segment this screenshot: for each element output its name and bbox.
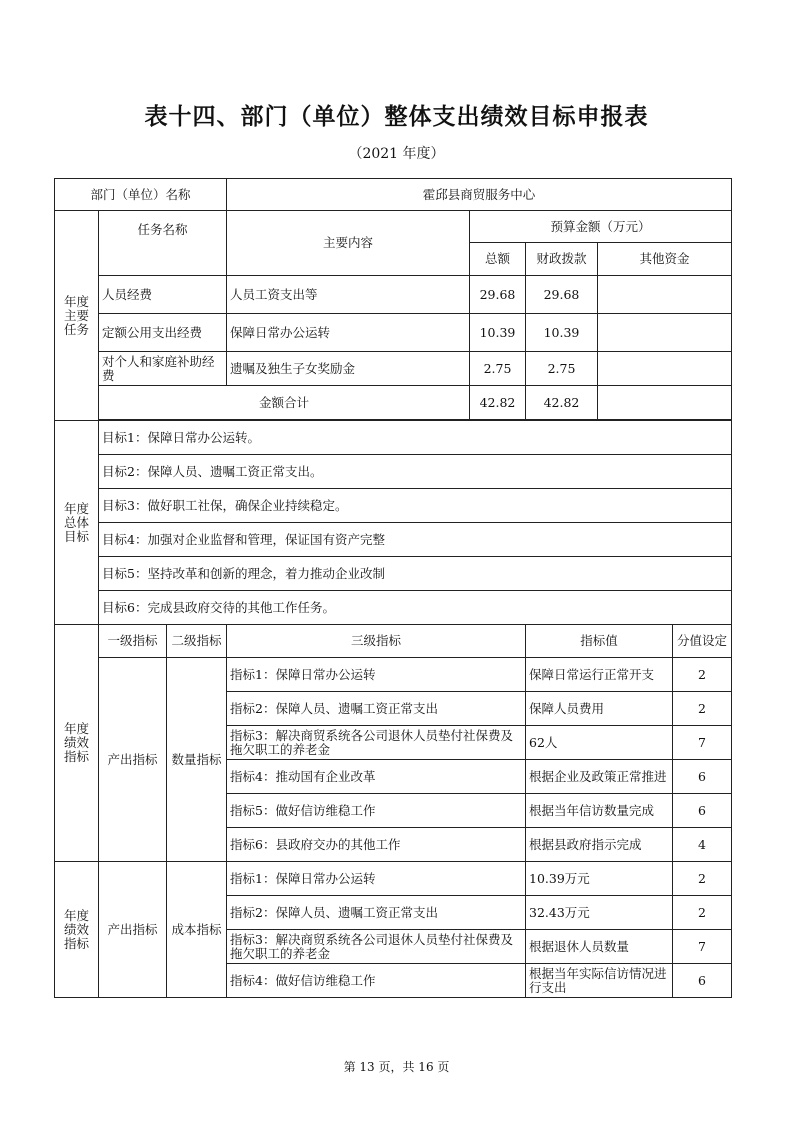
- indicator-value: 根据县政府指示完成: [526, 828, 673, 862]
- task-other: [598, 352, 732, 386]
- task-content: 遗嘱及独生子女奖励金: [227, 352, 470, 386]
- indicator-score: 6: [673, 794, 732, 828]
- indicator-cell: 指标1：保障日常办公运转: [227, 862, 526, 896]
- indicator-cell: 指标1：保障日常办公运转: [227, 658, 526, 692]
- table-row: [55, 523, 732, 557]
- indicator-cell: 指标6：县政府交办的其他工作: [227, 828, 526, 862]
- fiscal-header: 财政拨款: [526, 243, 598, 276]
- table-row: [55, 557, 732, 591]
- other-funds-header: 其他资金: [598, 243, 732, 276]
- goal-item: 目标1：保障日常办公运转。: [99, 421, 732, 455]
- table-row: [55, 591, 732, 625]
- task-other: [598, 276, 732, 314]
- indicator-cell: 指标4：做好信访维稳工作: [227, 964, 526, 998]
- indicator-value: 32.43万元: [526, 896, 673, 930]
- indicator-score: 2: [673, 658, 732, 692]
- indicator-cell: 指标5：做好信访维稳工作: [227, 794, 526, 828]
- indicator-value: 根据当年实际信访情况进行支出: [526, 964, 673, 998]
- indicator-score: 7: [673, 726, 732, 760]
- page-title: 表十四、部门（单位）整体支出绩效目标申报表: [144, 103, 649, 130]
- indicator-value: 62人: [526, 726, 673, 760]
- indicator-score: 6: [673, 760, 732, 794]
- indicator-value: 根据当年信访数量完成: [526, 794, 673, 828]
- indicator-score: 2: [673, 692, 732, 726]
- table-row: [55, 421, 732, 455]
- indicator-cell: 指标2：保障人员、遗嘱工资正常支出: [227, 896, 526, 930]
- indicator-cell: 指标2：保障人员、遗嘱工资正常支出: [227, 692, 526, 726]
- task-fiscal: 10.39: [526, 314, 598, 352]
- table-row: [55, 862, 732, 896]
- goal-item: 目标4：加强对企业监督和管理，保证国有资产完整: [99, 523, 732, 557]
- indicator-cell: 指标4：推动国有企业改革: [227, 760, 526, 794]
- indicator-score: 4: [673, 828, 732, 862]
- table-row: [55, 489, 732, 523]
- tasks-section-label: 年度主要任务: [55, 211, 99, 421]
- indicator-value-header: 指标值: [526, 625, 673, 658]
- task-content: 人员工资支出等: [227, 276, 470, 314]
- dept-value: 霍邱县商贸服务中心: [227, 179, 732, 211]
- task-name: 人员经费: [99, 276, 227, 314]
- level1-cell: 产出指标: [99, 862, 167, 998]
- goal-item: 目标2：保障人员、遗嘱工资正常支出。: [99, 455, 732, 489]
- sum-total: 42.82: [470, 386, 526, 420]
- table-row: [55, 658, 732, 692]
- page-subtitle: （2021 年度）: [348, 146, 445, 162]
- sum-fiscal: 42.82: [526, 386, 598, 420]
- table-row: [55, 455, 732, 489]
- task-content: 保障日常办公运转: [227, 314, 470, 352]
- table-row: [55, 352, 732, 386]
- task-fiscal: 2.75: [526, 352, 598, 386]
- performance-table: [54, 178, 732, 998]
- task-name: 对个人和家庭补助经费: [99, 352, 227, 386]
- level2-cell: 数量指标: [167, 658, 227, 862]
- perf1-section-label: 年度绩效指标: [55, 625, 99, 862]
- task-name-header: 任务名称: [99, 211, 227, 276]
- indicator-value: 根据企业及政策正常推进: [526, 760, 673, 794]
- indicator-value: 保障日常运行正常开支: [526, 658, 673, 692]
- indicator-score: 7: [673, 930, 732, 964]
- indicator-score: 6: [673, 964, 732, 998]
- indicator-value: 根据退休人员数量: [526, 930, 673, 964]
- indicator-value: 保障人员费用: [526, 692, 673, 726]
- table-row: [55, 314, 732, 352]
- level2-header: 二级指标: [167, 625, 227, 658]
- task-name: 定额公用支出经费: [99, 314, 227, 352]
- task-fiscal: 29.68: [526, 276, 598, 314]
- indicator-value: 10.39万元: [526, 862, 673, 896]
- goal-item: 目标5：坚持改革和创新的理念，着力推动企业改制: [99, 557, 732, 591]
- task-content-header: 主要内容: [227, 211, 470, 276]
- goal-item: 目标3：做好职工社保，确保企业持续稳定。: [99, 489, 732, 523]
- task-total: 10.39: [470, 314, 526, 352]
- goal-item: 目标6：完成县政府交待的其他工作任务。: [99, 591, 732, 625]
- table-row: [55, 276, 732, 314]
- level2-cell: 成本指标: [167, 862, 227, 998]
- page-footer: 第 13 页，共 16 页: [343, 1060, 450, 1074]
- perf2-section-label: 年度绩效指标: [55, 862, 99, 998]
- level1-cell: 产出指标: [99, 658, 167, 862]
- sum-other: [598, 386, 732, 420]
- level1-header: 一级指标: [99, 625, 167, 658]
- budget-header: 预算金额（万元）: [470, 211, 732, 243]
- task-total: 29.68: [470, 276, 526, 314]
- task-other: [598, 314, 732, 352]
- indicator-cell: 指标3：解决商贸系统各公司退休人员垫付社保费及拖欠职工的养老金: [227, 930, 526, 964]
- goals-section-label: 年度总体目标: [55, 421, 99, 625]
- indicator-score: 2: [673, 862, 732, 896]
- level3-header: 三级指标: [227, 625, 526, 658]
- indicator-score: 2: [673, 896, 732, 930]
- score-header: 分值设定: [673, 625, 732, 658]
- dept-label: 部门（单位）名称: [55, 179, 227, 211]
- indicator-cell: 指标3：解决商贸系统各公司退休人员垫付社保费及拖欠职工的养老金: [227, 726, 526, 760]
- sum-label: 金额合计: [99, 386, 470, 420]
- task-total: 2.75: [470, 352, 526, 386]
- total-header: 总额: [470, 243, 526, 276]
- sum-row: [55, 386, 732, 420]
